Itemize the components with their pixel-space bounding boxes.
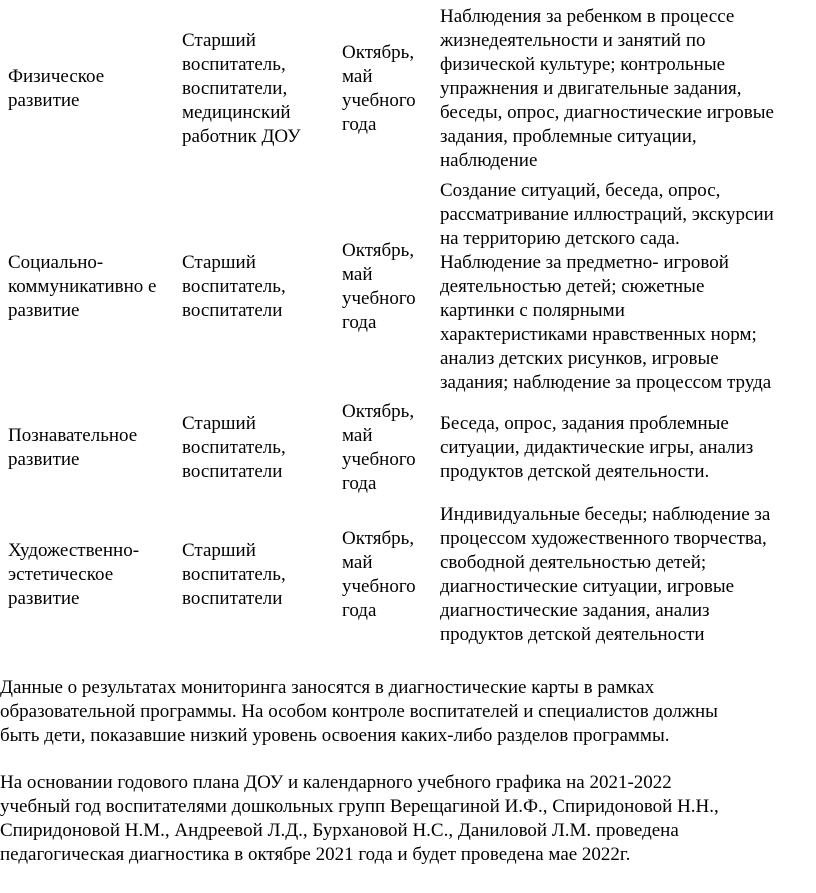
responsible-cell: Старший воспитатель, воспитатели [182,252,286,321]
results-paragraph: Данные о результатах мониторинга заносятся в диагностические карты в рамках образовательной программы. На особом контроле воспитателей и специалистов должны быть дети, показавшие низкий уровень освоения каких-либо разделов программы. [0,677,718,746]
timing-cell: Октябрь, май учебного года [342,42,416,135]
methods-cell: Беседа, опрос, задания проблемные ситуации, дидактические игры, анализ продуктов детской деятельности. [440,413,754,482]
timing-cell: Октябрь, май учебного года [342,528,416,621]
table-row [0,500,816,648]
table-row [0,400,816,498]
responsible-cell: Старший воспитатель, воспитатели, медицинский работник ДОУ [182,30,301,147]
table-row [0,175,816,397]
responsible-cell: Старший воспитатель, воспитатели [182,413,286,482]
area-cell: Познавательное развитие [8,425,138,470]
methods-cell: Индивидуальные беседы; наблюдение за процессом художественного творчества, свободной деятельностью детей; диагностические ситуации, игровые диагностические задания, анализ продуктов детской деятельности [440,504,771,645]
methods-cell: Создание ситуаций, беседа, опрос, рассматривание иллюстраций, экскурсии на территорию детского сада. Наблюдение за предметно- игровой деятельностью детей; сюжетные картинки с полярными характеристиками нравственных норм; анализ детских рисунков, игровые задания; наблюдение за процессом труда [440,180,774,393]
area-cell: Социально- коммуникативно е развитие [8,252,157,321]
timing-cell: Октябрь, май учебного года [342,401,416,494]
methods-cell: Наблюдения за ребенком в процессе жизнедеятельности и занятий по физической культуре; контрольные упражнения и двигательные задания, беседы, опрос, диагностические игровые задания, проблемные ситуации, наблюдение [440,6,774,171]
table-row [0,0,816,172]
responsible-cell: Старший воспитатель, воспитатели [182,540,286,609]
area-cell: Художественно- эстетическое развитие [8,540,140,609]
diagnostics-paragraph: На основании годового плана ДОУ и календарного учебного графика на 2021-2022 учебный год воспитателями дошкольных групп Верещагиной И.Ф., Спиридоновой Н.Н., Спиридоновой Н.М., Андреевой Л.Д., Бурхановой Н.С., Даниловой Л.М. проведена педагогическая диагностика в октябре 2021 года и будет проведена мае 2022г. [0,772,719,865]
area-cell: Физическое развитие [8,66,105,111]
timing-cell: Октябрь, май учебного года [342,240,416,333]
